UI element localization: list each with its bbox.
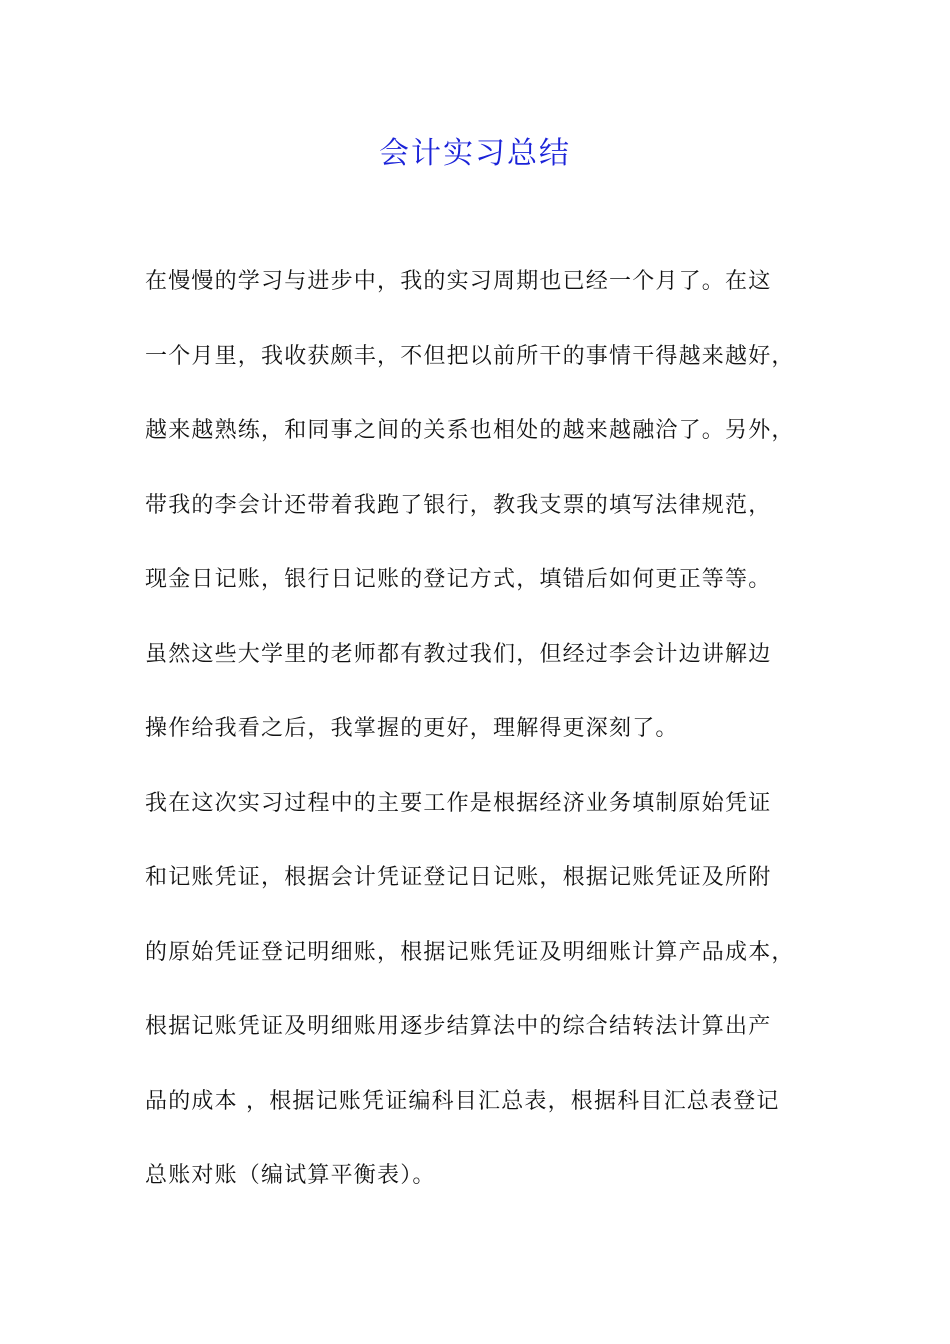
body-line: 一个月里，我收获颇丰，不但把以前所干的事情干得越来越好， [145, 343, 795, 369]
document-body [145, 262, 845, 1231]
body-line: 和记账凭证，根据会计凭证登记日记账，根据记账凭证及所附 [145, 865, 772, 890]
document-title: 会计实习总结 [379, 136, 571, 171]
body-line: 虽然这些大学里的老师都有教过我们，但经过李会计边讲解边 [145, 641, 772, 667]
body-line: 总账对账（编试算平衡表）。 [145, 1163, 436, 1188]
body-line: 操作给我看之后，我掌握的更好，理解得更深刻了。 [145, 716, 679, 741]
body-line: 品的成本 ，根据记账凭证编科目汇总表，根据科目汇总表登记 [145, 1088, 780, 1114]
body-line: 我在这次实习过程中的主要工作是根据经济业务填制原始凭证 [145, 790, 772, 816]
body-line: 带我的李会计还带着我跑了银行，教我支票的填写法律规范， [145, 492, 772, 518]
body-line: 越来越熟练，和同事之间的关系也相处的越来越融洽了。另外， [145, 418, 795, 443]
body-line: 现金日记账，银行日记账的登记方式，填错后如何更正等等。 [145, 567, 772, 592]
body-line: 根据记账凭证及明细账用逐步结算法中的综合结转法计算出产 [145, 1014, 772, 1039]
body-line: 的原始凭证登记明细账，根据记账凭证及明细账计算产品成本， [145, 939, 795, 965]
body-line: 在慢慢的学习与进步中，我的实习周期也已经一个月了。在这 [145, 269, 772, 294]
